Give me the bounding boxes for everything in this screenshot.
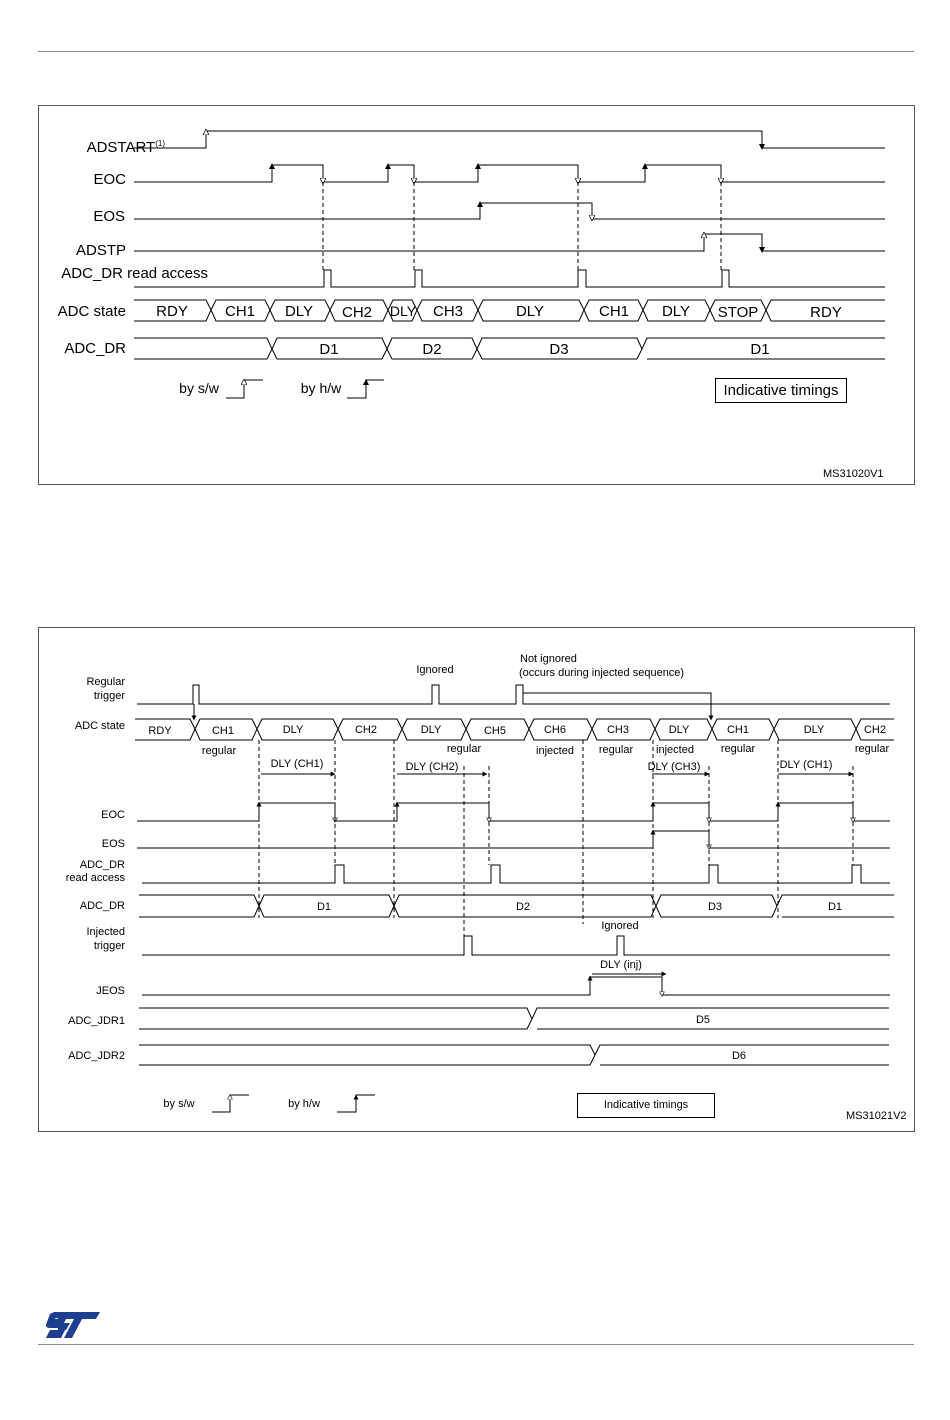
legend-sw-label: by s/w	[179, 380, 219, 396]
signal-label-adc-jdr2: ADC_JDR2	[68, 1050, 125, 1062]
dr-label: D1	[316, 901, 332, 913]
signal-label-eos: EOS	[93, 208, 125, 225]
regular-trigger-waveform	[137, 685, 890, 704]
state-label: CH2	[354, 724, 378, 736]
figure-2-timing-diagram	[38, 627, 915, 1132]
legend-hw-label: by h/w	[288, 1098, 320, 1110]
signal-label-eoc: EOC	[101, 809, 125, 821]
figure-id: MS31020V1	[823, 468, 884, 480]
adc-jdr2-bus	[139, 1045, 889, 1065]
sub-label: regular	[854, 743, 890, 755]
annotation-not-ignored: Not ignored	[520, 653, 577, 665]
signal-label-eoc: EOC	[93, 171, 126, 188]
dr-label: D1	[750, 341, 770, 358]
state-label: DLY	[668, 724, 690, 736]
jdr1-label: D5	[695, 1014, 711, 1026]
sub-label: regular	[720, 743, 756, 755]
annotation-ignored-injected: Ignored	[601, 920, 639, 932]
state-label: DLY	[389, 303, 417, 319]
state-label: CH6	[543, 724, 567, 736]
state-label: DLY	[420, 724, 442, 736]
sub-label: injected	[536, 745, 574, 757]
dr-label: D1	[319, 341, 339, 358]
indicative-timings-box: Indicative timings	[715, 378, 847, 403]
signal-label-adc-state: ADC state	[74, 720, 125, 732]
state-label: DLY	[515, 303, 545, 320]
figure-2-dashed-guides	[259, 740, 853, 936]
annotation-ignored: Ignored	[416, 664, 454, 676]
state-label: CH2	[341, 304, 373, 321]
bottom-rule	[38, 1344, 914, 1345]
top-rule	[38, 51, 914, 52]
state-label: RDY	[148, 725, 172, 737]
signal-label-jeos: JEOS	[96, 985, 125, 997]
sub-label: regular	[201, 745, 237, 757]
figure-1-waveforms	[39, 106, 914, 484]
legend-hw-label: by h/w	[300, 380, 342, 396]
adc-state-bus	[135, 719, 894, 740]
state-label: RDY	[156, 303, 188, 320]
annotation-dly-ch3: DLY (CH3)	[647, 761, 701, 773]
figure-2-waveforms	[39, 628, 914, 1131]
annotation-not-ignored-note: (occurs during injected sequence)	[519, 667, 685, 679]
not-ignored-link	[523, 693, 711, 717]
adc-dr-bus	[134, 338, 885, 359]
eos-waveform	[134, 203, 885, 219]
eos-waveform	[137, 831, 890, 848]
adstart-waveform	[134, 131, 885, 148]
signal-label-adc-state: ADC state	[57, 303, 126, 320]
jdr2-label: D6	[731, 1050, 747, 1062]
state-label: CH3	[432, 303, 464, 320]
dr-label: D3	[549, 341, 569, 358]
sub-label: injected	[656, 744, 694, 756]
state-label: CH5	[483, 725, 507, 737]
signal-label-adstart: ADSTART$^{(1)}$	[86, 139, 165, 156]
state-label: CH1	[598, 303, 630, 320]
dr-label: D3	[707, 901, 723, 913]
dr-label: D2	[422, 341, 442, 358]
state-label: STOP	[717, 304, 759, 321]
indicative-timings-box: Indicative timings	[577, 1093, 715, 1118]
dr-label: D2	[515, 901, 531, 913]
state-label: CH2	[863, 724, 887, 736]
adc-dr-read-waveform	[134, 270, 885, 287]
annotation-dly-ch1: DLY (CH1)	[779, 759, 833, 771]
state-label: RDY	[810, 304, 842, 321]
signal-label-adc-dr: ADC_DR	[79, 900, 125, 912]
dr-label: D1	[827, 901, 843, 913]
state-label: CH1	[211, 725, 235, 737]
st-logo-icon	[44, 1310, 102, 1340]
state-label: CH3	[606, 724, 630, 736]
annotation-dly-ch1: DLY (CH1)	[270, 758, 324, 770]
annotation-dly-ch2: DLY (CH2)	[405, 761, 459, 773]
figure-1-timing-diagram	[38, 105, 915, 485]
signal-label-adc-dr-read: ADC_DR read access	[61, 265, 208, 282]
legend-sw-label: by s/w	[163, 1098, 195, 1110]
eoc-waveform	[137, 803, 890, 821]
signal-label-adc-dr-read: ADC_DR read access	[65, 859, 125, 884]
signal-label-eos: EOS	[101, 838, 125, 850]
sub-label: regular	[598, 744, 634, 756]
annotation-dly-inj: DLY (inj)	[600, 959, 642, 971]
signal-label-adc-jdr1: ADC_JDR1	[68, 1015, 125, 1027]
adc-jdr1-bus	[139, 1008, 889, 1029]
signal-label-adc-dr: ADC_DR	[64, 340, 126, 357]
eoc-waveform	[134, 165, 885, 182]
state-label: CH1	[726, 724, 750, 736]
sub-label: regular	[446, 743, 482, 755]
state-label: DLY	[282, 724, 304, 736]
signal-label-adstp: ADSTP	[75, 242, 126, 259]
state-label: CH1	[224, 303, 256, 320]
state-label: DLY	[661, 303, 691, 320]
injected-trigger-waveform	[142, 936, 890, 955]
state-label: DLY	[284, 303, 314, 320]
state-label: DLY	[803, 724, 825, 736]
jeos-waveform	[142, 977, 890, 995]
signal-label-injected-trigger: Injected trigger	[86, 926, 125, 952]
adstp-waveform	[134, 234, 885, 251]
figure-1-dashed-guides	[323, 182, 721, 270]
figure-id: MS31021V2	[846, 1110, 907, 1122]
signal-label-regular-trigger: Regular trigger	[86, 676, 125, 702]
